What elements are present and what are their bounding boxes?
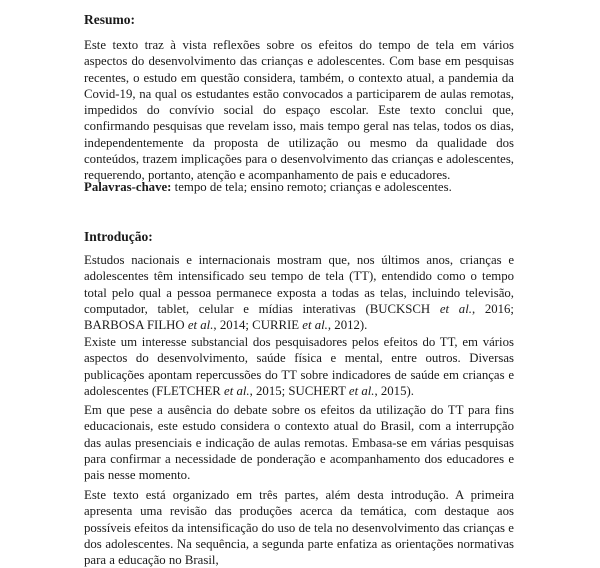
introducao-heading: Introdução: bbox=[84, 229, 153, 244]
intro-paragraph-4-text: Este texto está organizado em três partes, além desta introdução. A primeira apresenta uma revisão das produções acerca da temática, com destaque aos possíveis efeitos da intensificação do uso de tela no desenvolvimento das crianças e dos adolescentes. Na sequência, a segunda parte enfatiza as orientações normativas para a educação no Brasil, bbox=[84, 488, 514, 568]
intro-paragraph-3-text: Em que pese a ausência do debate sobre os efeitos da utilização do TT para fins educacionais, este estudo considera o contexto atual do Brasil, com a interrupção das aulas presenciais e indicação de aulas remotas. Embasa-se em várias pesquisas para confirmar a necessidade de ponderação e acompanhamento dos educadores e pais nesse momento. bbox=[84, 403, 514, 483]
introducao-heading-wrap bbox=[84, 229, 514, 245]
resumo-heading: Resumo: bbox=[84, 12, 135, 27]
p2-etal-1: et al. bbox=[224, 383, 250, 398]
intro-paragraph-2 bbox=[84, 334, 514, 399]
intro-paragraph-4 bbox=[84, 487, 514, 568]
p1-etal-2: et al. bbox=[187, 318, 214, 333]
p2-text-c: , 2015; SUCHERT bbox=[249, 383, 349, 398]
p2-etal-2: et al. bbox=[348, 383, 375, 398]
p1-etal-1: et al. bbox=[439, 301, 472, 316]
intro-paragraph-2-text bbox=[84, 334, 514, 399]
p2-text-e: , 2015). bbox=[374, 383, 414, 398]
intro-paragraph-1-text bbox=[84, 252, 514, 333]
keywords-label: Palavras-chave: bbox=[84, 180, 172, 194]
keywords-section bbox=[84, 179, 514, 195]
intro-paragraph-1 bbox=[84, 252, 514, 333]
p1-text-a: Estudos nacionais e internacionais mostram que, nos últimos anos, crianças e adolescentes têm intensificado seu tempo de tela (TT), entendido como o tempo total pelo qual a pessoa permanece exposta a todas as telas, incluindo televisão, computador, tablet, celular e mídias interativas (BUCKSCH bbox=[84, 253, 514, 316]
resumo-heading-wrap bbox=[84, 12, 514, 28]
p2-text-a: Existe um interesse substancial dos pesquisadores pelos efeitos do TT, em vários aspectos do desenvolvimento, saúde física e mental, entre outros. Diversas publicações apontam repercussões do TT sobre indicadores de saúde em crianças e adolescentes (FLETCHER bbox=[84, 335, 514, 398]
resumo-paragraph: Este texto traz à vista reflexões sobre os efeitos do tempo de tela em vários aspectos do desenvolvimento das crianças e adolescentes. Com base em pesquisas recentes, o estudo em questão considera, também, o contexto atual, a pandemia da Covid-19, na qual os estudantes estão convocados a participarem de aulas remotas, impedidos do convívio social do espaço escolar. Este texto conclui que, confirmando pesquisas que revelam isso, mais tempo geral nas telas, todos os dias, independentemente da proposta de utilização ou mesmo da qualidade dos conteúdos, trazem implicações para o desenvolvimento das crianças e adolescentes, requerendo, portanto, atenção e acompanhamento de pais e educadores. bbox=[84, 38, 514, 183]
p1-text-e: , 2014; CURRIE bbox=[213, 318, 303, 333]
p1-text-g: , 2012). bbox=[327, 318, 368, 333]
p1-etal-3: et al. bbox=[302, 318, 328, 333]
intro-paragraph-3 bbox=[84, 402, 514, 483]
keywords-text: tempo de tela; ensino remoto; crianças e adolescentes. bbox=[171, 180, 452, 194]
resumo-section bbox=[84, 37, 514, 184]
keywords-paragraph bbox=[84, 179, 514, 195]
p1-text-c: , 2016; BARBOSA FILHO bbox=[84, 301, 514, 333]
